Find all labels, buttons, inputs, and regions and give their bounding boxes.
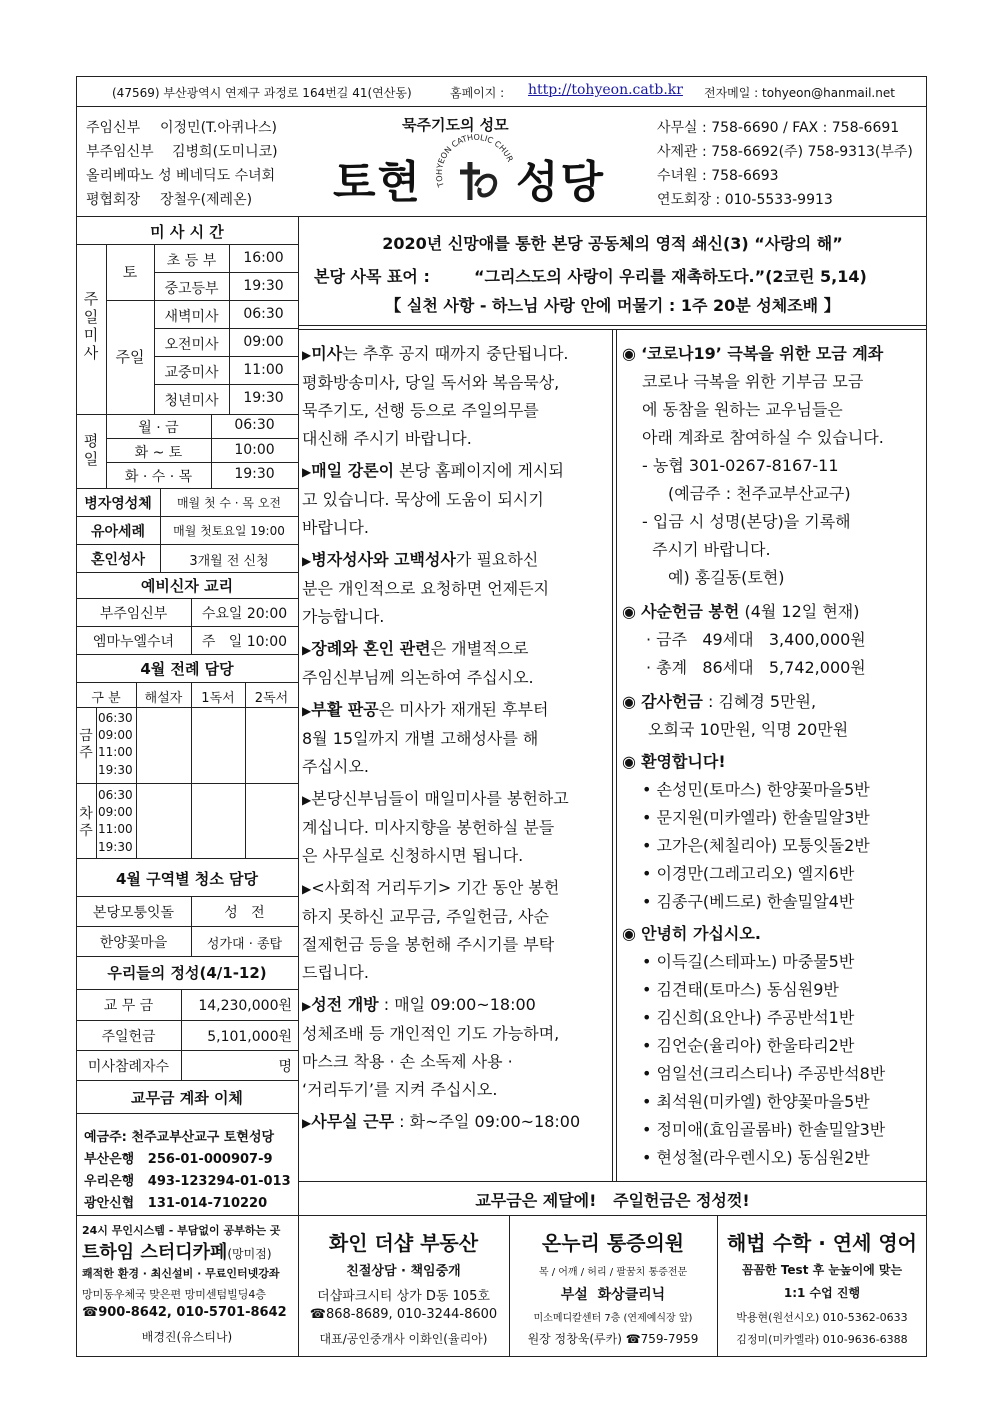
mass-sun-2-time: 11:00 [243,362,284,378]
lent-row-0: · 금주 49세대 3,400,000원 [646,630,866,649]
sunday-label: 주일 [115,348,145,366]
catechumen-who-0: 부주임신부 [99,606,168,622]
lent-row-1: · 총계 86세대 5,742,000원 [646,658,866,677]
farewell-item [622,1032,924,1060]
contact-rectory: 사제관 : 758-6692(주) 758-9313(부주) [657,144,913,160]
mass-sun-2: 교중미사 [164,365,219,381]
church-name-right: 성당 [516,157,606,208]
bullet-dot-icon: • [642,1092,657,1111]
bullet-dot-icon: • [642,1036,657,1055]
next-week-time-2: 11:00 [98,822,133,836]
triangle-right-icon: ▶ [302,882,312,896]
bullet-icon: ◉ [622,602,636,621]
mass-sat-1: 중고등부 [164,281,219,297]
contact-convent: 수녀원 : 758-6693 [657,168,779,184]
this-week-time-0: 06:30 [98,711,133,725]
staff-name-3: 장철우(제레온) [160,192,253,208]
notice-item [302,635,608,692]
thanks-body: : 김혜경 5만원, [702,692,817,711]
church-logo [436,134,516,214]
bullet-dot-icon: • [642,952,657,971]
notice-text: 은 미사가 재개된 후부터 8월 15일까지 개별 고해성사를 해 주십시오. [302,700,549,776]
sacrament-2: 혼인성사 [90,552,146,568]
corona-heading [622,340,924,368]
bullet-dot-icon: • [642,1064,657,1083]
slogan: 교무금은 제달에! 주일헌금은 정성껏! [475,1191,750,1210]
farewell-name: 엄일선(크리스티나) 주공반석8반 [656,1064,886,1083]
thanks-heading [622,688,924,716]
notice-lead: 부활 판공 [311,700,379,719]
farewell-item [622,1088,924,1116]
notice-lead: 병자성사와 고백성사 [311,550,456,569]
farewell-item [622,1004,924,1032]
liturgy-title: 4월 전례 담당 [140,660,234,678]
homepage-label: 홈페이지 : [450,86,505,100]
church-name-left: 토현 [333,157,423,208]
bullet-dot-icon: • [642,1148,657,1167]
notice-item [302,785,608,870]
corona-account: - 농협 301-0267-8167-11 [642,456,839,475]
notice-lead: 매일 강론이 [311,461,395,480]
offering-name-0: 교 무 금 [103,998,154,1014]
email: 전자메일 : tohyeon@hanmail.net [704,86,895,100]
next-week-time-0: 06:30 [98,788,133,802]
sacrament-1-value: 매월 첫토요일 19:00 [173,524,285,538]
catechumen-title: 예비신자 교리 [140,577,234,595]
staff-name-1: 김병희(도미니코) [172,144,278,160]
ad3-line4: 미소메디칼센터 7층 (연제예식장 앞) [533,1313,693,1324]
notice-text: : 화~주일 09:00~18:00 [394,1112,581,1131]
welcome-name: 이경만(그레고리오) 엘지6반 [656,864,855,883]
welcome-item [622,860,924,888]
offering-value-0: 14,230,000원 [198,998,292,1014]
welcome-item [622,804,924,832]
this-week-time-2: 11:00 [98,745,133,759]
offering-value-1: 5,101,000원 [207,1029,292,1045]
notice-item [302,991,608,1104]
ad4-line3: 1:1 수업 진행 [783,1286,861,1300]
next-week-time-3: 19:30 [98,840,133,854]
bullet-dot-icon: • [642,980,657,999]
welcome-item [622,832,924,860]
cleaning-duty-0: 성 전 [224,905,265,921]
sacrament-0: 병자영성체 [84,496,152,512]
ad2-name: 화인 더샵 부동산 [328,1231,479,1255]
ad2-line2: 친절상담 · 책임중개 [346,1264,461,1279]
cleaning-area-1: 한양꽃마을 [99,935,168,951]
cleaning-area-0: 본당모퉁잇돌 [92,905,175,921]
homepage-link[interactable]: http://tohyeon.catb.kr [528,82,683,98]
weekday-label [76,432,106,468]
transfer-line-0: 예금주: 천주교부산교구 토현성당 [84,1130,275,1145]
corona-body: 코로나 극복을 위한 기부금 모금 에 동참을 원하는 교우님들은 아래 계좌로 참여하실 수 있습니다. [642,372,884,447]
ad1-name-text: 트하임 스터디카페 [82,1242,228,1263]
mass-wd-0: 월 · 금 [138,420,179,436]
mass-wd-2-time: 19:30 [234,466,275,482]
notice-lead: 사무실 근무 [311,1112,395,1131]
banner-line2b: “그리스도의 사랑이 우리를 재촉하도다.”(2코린 5,14) [474,267,867,286]
ad3-name: 온누리 통증의원 [541,1231,685,1255]
farewell-name: 최석원(미카엘) 한양꽃마을5반 [656,1092,870,1111]
offering-value-2: 명 [278,1059,292,1075]
church-address: (47569) 부산광역시 연제구 과정로 164번길 41(연산동) [112,86,412,100]
corona-note: - 입금 시 성명(본당)을 기록해 주시기 바랍니다. [642,512,851,559]
banner-line2a: 본당 사목 표어 : [314,267,430,286]
farewell-item [622,976,924,1004]
lent-heading [622,598,924,626]
notice-item [302,546,608,631]
this-week-text: 금주 [79,728,93,761]
triangle-right-icon: ▶ [302,643,312,657]
bullet-dot-icon: • [642,1008,657,1027]
farewell-list [622,948,924,1172]
corona-holder: (예금주 : 천주교부산교구) [668,484,851,503]
notice-lead: 미사 [311,344,343,363]
farewell-title: 안녕히 가십시오. [641,924,761,943]
notice-item [302,874,608,987]
staff-role-2: 올리베따노 성 베네딕도 수녀회 [86,168,276,184]
notice-text: 본당 홈페이지에 게시되 고 있습니다. 묵상에 도움이 되시기 바랍니다. [302,461,564,537]
thanks-title: 감사헌금 [641,692,703,711]
farewell-item [622,948,924,976]
transfer-line-2: 우리은행 493-123294-01-013 [84,1174,291,1189]
weekday-label-text: 평일 [83,432,99,468]
sunday-mass-label [76,290,106,362]
lent-date: (4월 12일 현재) [744,602,860,621]
farewell-heading [622,920,924,948]
bullet-icon: ◉ [622,924,636,943]
triangle-right-icon: ▶ [302,999,312,1013]
liturgy-header-0: 구 분 [91,691,121,706]
welcome-item [622,888,924,916]
bullet-dot-icon: • [642,1120,657,1139]
thanks-body2: 오희국 10만원, 익명 20만원 [648,720,849,739]
welcome-name: 손성민(토마스) 한양꽃마을5반 [656,780,870,799]
mass-title: 미 사 시 간 [150,223,224,241]
mass-sun-3-time: 19:30 [243,390,284,406]
ad1-top: 24시 무인시스템 - 부담없이 공부하는 곳 [82,1224,281,1237]
cleaning-title: 4월 구역별 청소 담당 [115,870,259,888]
farewell-name: 현성철(라우렌시오) 동심원2반 [656,1148,870,1167]
next-week-text: 차주 [79,806,93,839]
ad1-line3: 쾌적한 환경 · 최신설비 · 무료인터넷강좌 [82,1267,280,1280]
triangle-right-icon: ▶ [302,348,312,362]
liturgy-header-2: 1독서 [201,691,235,706]
bullet-dot-icon: • [642,780,657,799]
notice-text: 가 필요하신 분은 개인적으로 요청하면 언제든지 가능합니다. [302,550,550,626]
notice-lead: 성전 개방 [311,995,379,1014]
mass-sun-1: 오전미사 [164,337,219,353]
notice-item [302,696,608,781]
welcome-name: 문지원(미카엘라) 한솔밀알3반 [656,808,870,827]
mass-sun-0: 새벽미사 [164,309,219,325]
mass-sun-0-time: 06:30 [243,306,284,322]
ad1-phone: ☎900-8642, 010-5701-8642 [82,1305,287,1320]
mass-wd-1: 화 ~ 토 [134,445,183,461]
transfer-title: 교무금 계좌 이체 [131,1089,243,1107]
catechumen-who-1: 엠마누엘수녀 [92,634,175,650]
mass-wd-1-time: 10:00 [234,442,275,458]
ad2-phone: ☎868-8689, 010-3244-8600 [309,1307,498,1322]
mass-wd-0-time: 06:30 [234,417,275,433]
farewell-name: 김견태(토마스) 동심원9반 [656,980,839,999]
ad4-line2: 꼼꼼한 Test 후 눈높이에 맞는 [741,1263,903,1277]
offering-title: 우리들의 정성(4/1-12) [107,964,267,982]
saturday-label: 토 [122,263,138,281]
notice-list [302,340,608,1141]
triangle-right-icon: ▶ [302,465,312,479]
banner-line3: 【 실천 사항 - 하느님 사랑 안에 머물기 : 1주 20분 성체조배 】 [385,296,840,315]
corona-title: ‘코로나19’ 극복을 위한 모금 계좌 [641,344,884,363]
farewell-item [622,1116,924,1144]
next-week-label [76,806,96,840]
banner-line1: 2020년 신망애를 통한 본당 공동체의 영적 쇄신(3) “사랑의 해” [382,234,843,253]
transfer-line-3: 광안신협 131-014-710220 [84,1196,268,1211]
ad2-owner: 대표/공인중개사 이화인(율리아) [319,1332,488,1346]
notice-item [302,1108,608,1137]
bullet-dot-icon: • [642,864,657,883]
welcome-name: 고가은(체칠리아) 모퉁잇돌2반 [656,836,870,855]
mass-wd-2: 화 · 수 · 목 [124,469,193,485]
farewell-item [622,1144,924,1172]
lent-title: 사순헌금 봉헌 [641,602,740,621]
staff-role-1: 부주임신부 [86,144,154,160]
welcome-title: 환영합니다! [641,752,726,771]
sunday-mass-label-text: 주일미사 [83,290,99,362]
staff-role-3: 평협회장 [86,192,141,208]
ad1-name [82,1238,272,1264]
right-notices [622,340,924,1172]
triangle-right-icon: ▶ [302,793,312,807]
farewell-item [622,1060,924,1088]
ad4-line5: 김정미(미카엘라) 010-9636-6388 [736,1333,908,1346]
welcome-name: 김종구(베드로) 한솔밀알4반 [656,892,855,911]
bullet-icon: ◉ [622,692,636,711]
ad1-branch: (망미점) [227,1247,272,1261]
mass-sat-1-time: 19:30 [243,278,284,294]
ad1-line4: 망미동우체국 맞은편 망미센텀빌딩4층 [82,1288,267,1301]
mass-sat-0: 초 등 부 [166,253,217,269]
church-patron: 묵주기도의 성모 [402,116,509,134]
bullet-icon: ◉ [622,344,636,363]
liturgy-header-1: 해설자 [144,691,183,706]
logo-arc-text: T YEON CATHOLIC CHUR [436,134,515,189]
triangle-right-icon: ▶ [302,1116,312,1130]
contact-office: 사무실 : 758-6690 / FAX : 758-6691 [657,120,900,136]
offering-name-1: 주일헌금 [101,1029,156,1045]
transfer-line-1: 부산은행 256-01-000907-9 [84,1152,273,1167]
notice-text: 은 개별적으로 주임신부님께 의논하여 주십시오. [302,639,534,687]
farewell-name: 정미애(효임골롬바) 한솔밀알3반 [656,1120,886,1139]
ad1-owner: 배경진(유스티나) [141,1330,233,1344]
sacrament-2-value: 3개월 전 신청 [189,554,269,569]
farewell-name: 김신희(요안나) 주공반석1반 [656,1008,855,1027]
this-week-time-3: 19:30 [98,763,133,777]
ad3-line3: 부설 화상클리닉 [560,1287,666,1303]
bullet-dot-icon: • [642,892,657,911]
mass-sun-1-time: 09:00 [243,334,284,350]
notice-lead: 장례와 혼인 관련 [311,639,431,658]
notice-text: <사회적 거리두기> 기간 동안 봉헌 하지 못하신 교무금, 주일헌금, 사순 절제헌금 등을 봉헌해 주시기를 부탁 드립니다. [302,878,560,982]
welcome-item [622,776,924,804]
staff-name-0: 이정민(T.아퀴나스) [160,120,277,136]
sacrament-0-value: 매월 첫 수 · 목 오전 [176,496,282,510]
offering-name-2: 미사참례자수 [87,1059,170,1075]
notice-item [302,457,608,542]
farewell-name: 이득길(스테파노) 마중물5반 [656,952,855,971]
ad3-phone: 원장 정창욱(루카) ☎759-7959 [527,1332,699,1346]
this-week-time-1: 09:00 [98,728,133,742]
staff-role-0: 주임신부 [86,120,141,136]
catechumen-when-1: 주 일 10:00 [201,634,288,650]
ad4-line4: 박용현(원선시오) 010-5362-0633 [736,1311,908,1324]
ad3-line2: 목 / 어깨 / 허리 / 팔꿈치 통증전문 [538,1267,688,1278]
notice-item [302,340,608,453]
notice-text: : 매일 09:00~18:00 성체조배 등 개인적인 기도 가능하며, 마스크 착용 · 손 소독제 사용 · ‘거리두기’를 지켜 주십시오. [302,995,560,1099]
notice-text: 는 추후 공지 때까지 중단됩니다. 평화방송미사, 당일 독서와 복음묵상, 묵주기도, 선행 등으로 주일의무를 대신해 주시기 바랍니다. [302,344,569,448]
triangle-right-icon: ▶ [302,554,312,568]
mass-sat-0-time: 16:00 [243,250,284,266]
farewell-name: 김언순(율리아) 한울타리2반 [656,1036,855,1055]
catechumen-when-0: 수요일 20:00 [201,606,288,622]
bullet-icon: ◉ [622,752,636,771]
mass-sun-3: 청년미사 [164,393,219,409]
ad4-name: 해법 수학 · 연세 영어 [726,1231,917,1255]
notice-text: 본당신부님들이 매일미사를 봉헌하고 계십니다. 미사지향을 봉헌하실 분들 은 사무실로 신청하시면 됩니다. [302,789,569,865]
bullet-dot-icon: • [642,836,657,855]
corona-example: 예) 홍길동(토현) [668,568,785,587]
next-week-time-1: 09:00 [98,805,133,819]
welcome-list [622,776,924,916]
liturgy-header-3: 2독서 [254,691,289,706]
this-week-label [76,728,96,762]
bullet-dot-icon: • [642,808,657,827]
triangle-right-icon: ▶ [302,704,312,718]
cleaning-duty-1: 성가대 · 종탑 [206,937,283,952]
contact-yeondo: 연도회장 : 010-5533-9913 [657,192,833,208]
sacrament-1: 유아세례 [90,524,146,540]
welcome-heading [622,748,924,776]
ad2-line3: 더샵파크시티 상가 D동 105호 [317,1289,490,1304]
